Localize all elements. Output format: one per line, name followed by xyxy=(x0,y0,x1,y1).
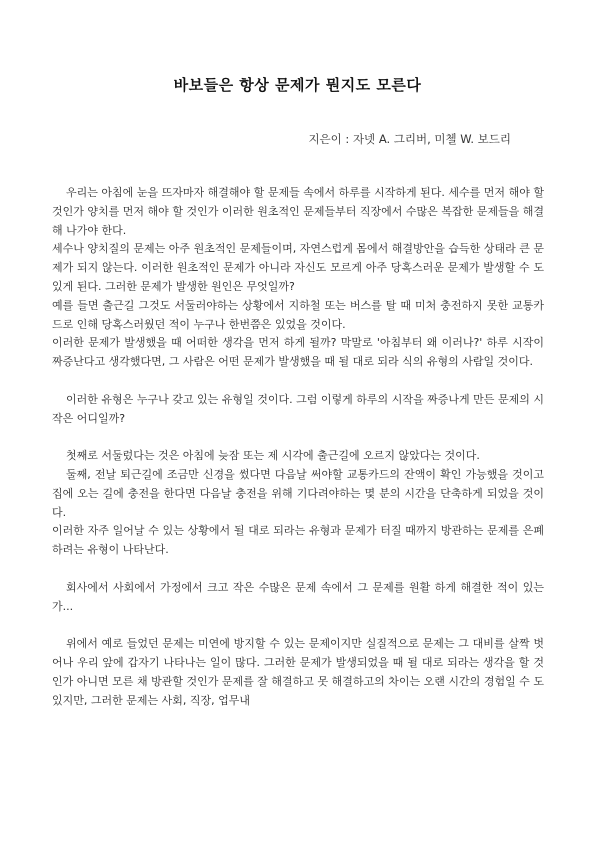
paragraph-spacer xyxy=(52,428,544,447)
paragraph: 세수나 양치질의 문제는 아주 원초적인 문제들이며, 자연스럽게 몸에서 해결방안을 습득한 상태라 큰 문제가 되지 않는다. 이러한 원초적인 문제가 아니라 자신도 모르게 아주 당혹스러운 문제가 발생할 수 도 있게 된다. 그러한 문제가 발생한 원인은 무엇일까? xyxy=(52,242,544,293)
paragraph-spacer xyxy=(52,616,544,635)
paragraph: 이러한 문제가 발생했을 때 어떠한 생각을 먼저 하게 될까? 막말로 '아침부터 왜 이러나?' 하루 시작이 짜증난다고 생각했다면, 그 사람은 어떤 문제가 발생했을 때 될 대로 되라 식의 유형의 사람일 것이다. xyxy=(52,336,544,369)
document-body xyxy=(52,184,544,710)
paragraph: 첫째로 서둘렀다는 것은 아침에 늦잠 또는 제 시각에 출근길에 오르지 않았다는 것이다. xyxy=(66,449,480,463)
paragraph: 예를 들면 출근길 그것도 서둘러야하는 상황에서 지하철 또는 버스를 탈 때 미처 충전하지 못한 교통카드로 인해 당혹스러웠던 적이 누구나 한번쯤은 있었을 것이다. xyxy=(52,298,544,331)
paragraph: 둘째, 전날 퇴근길에 조금만 신경을 썼다면 다음날 써야할 교통카드의 잔액이 확인 가능했을 것이고 집에 오는 길에 충전을 한다면 다음날 충전을 위해 기다려야하는 몇 분의 시간을 단축하게 되었을 것이다. xyxy=(52,467,544,519)
paragraph: 이러한 자주 일어날 수 있는 상황에서 될 대로 되라는 유형과 문제가 터질 때까지 방관하는 문제를 은폐하려는 유형이 나타난다. xyxy=(52,524,544,557)
paragraph: 우리는 아침에 눈을 뜨자마자 해결해야 할 문제들 속에서 하루를 시작하게 된다. 세수를 먼저 해야 할 것인가 양치를 먼저 해야 할 것인가 이러한 원초적인 문제들부터 직장에서 수많은 복잡한 문제들을 해결해 나가야 한다. xyxy=(52,186,544,237)
paragraph-spacer xyxy=(52,372,544,391)
paragraph: 이러한 유형은 누구나 갖고 있는 유형일 것이다. 그럼 이렇게 하루의 시작을 짜증나게 만든 문제의 시작은 어디일까? xyxy=(52,392,544,425)
document-title: 바보들은 항상 문제가 뭔지도 모른다 xyxy=(173,76,422,94)
paragraph-spacer xyxy=(52,560,544,579)
paragraph: 위에서 예로 들었던 문제는 미연에 방지할 수 있는 문제이지만 실질적으로 문제는 그 대비를 살짝 벗어나 우리 앞에 갑자기 나타나는 일이 많다. 그러한 문제가 발생되었을 때 될 대로 되라는 생각을 할 것인가 아니면 모른 채 방관할 것인가 문제를 잘 해결하고 못 해결하고의 차이는 오랜 시간의 경험일 수 도 있지만, 그러한 문제는 사회, 직장, 업무내 xyxy=(52,637,544,707)
author-byline: 지은이 : 자넷 A. 그리버, 미첼 W. 보드리 xyxy=(308,132,511,146)
paragraph: 회사에서 사회에서 가정에서 크고 작은 수많은 문제 속에서 그 문제를 원활 하게 해결한 적이 있는가... xyxy=(52,580,544,613)
